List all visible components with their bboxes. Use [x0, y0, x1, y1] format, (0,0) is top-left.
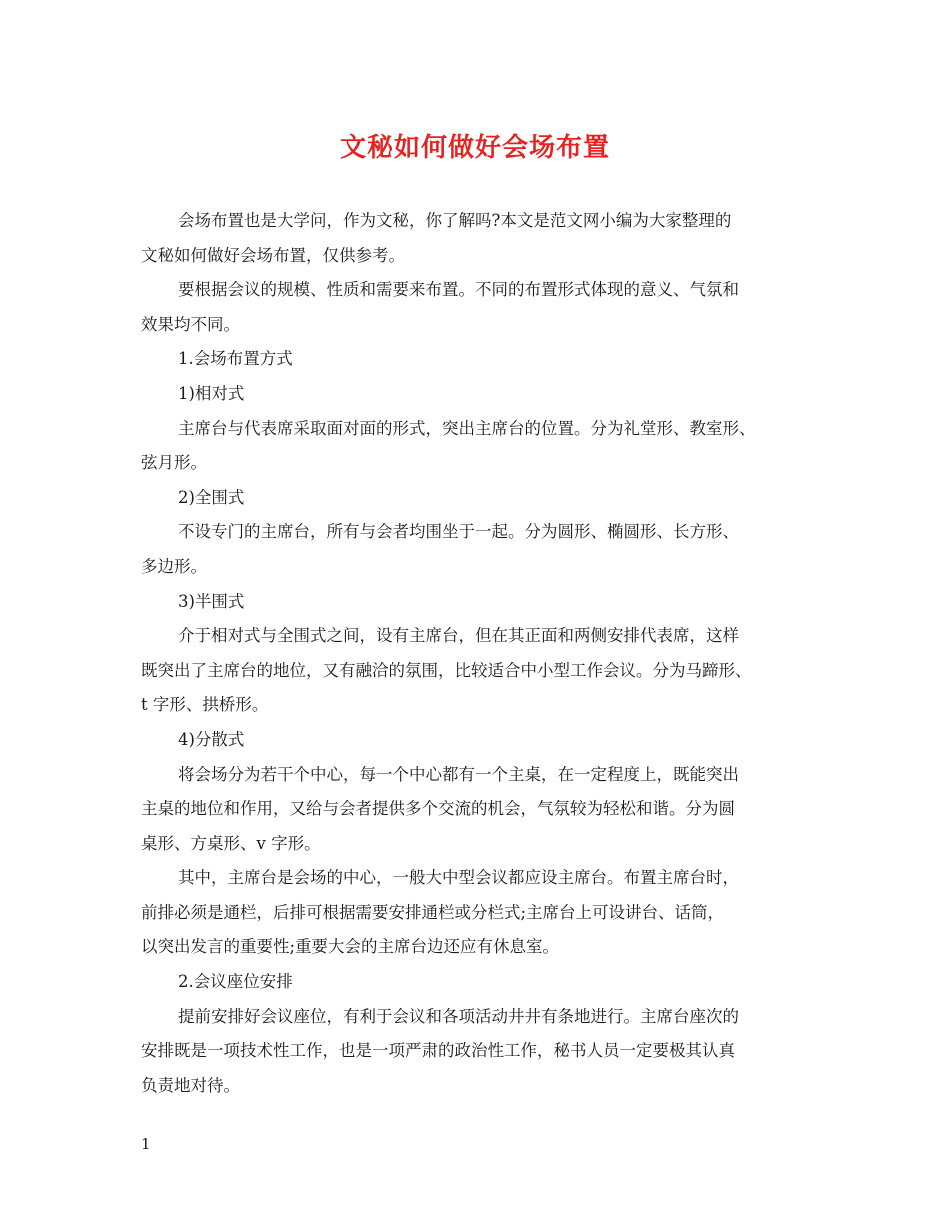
text-line: 1.会场布置方式: [178, 349, 293, 369]
text-line: 主席台与代表席采取面对面的形式，突出主席台的位置。分为礼堂形、教室形、: [178, 418, 756, 438]
text-line: t 字形、拱桥形。: [141, 695, 269, 715]
text-line: 2.会议座位安排: [178, 972, 293, 992]
text-line: 负责地对待。: [141, 1075, 240, 1095]
text-line: 4)分散式: [178, 729, 245, 749]
text-line: 1)相对式: [178, 383, 245, 403]
text-line: 将会场分为若干个中心，每一个中心都有一个主桌，在一定程度上，既能突出: [178, 764, 739, 784]
document-body: [141, 204, 831, 1103]
text-line: 其中，主席台是会场的中心，一般大中型会议都应设主席台。布置主席台时，: [178, 868, 739, 888]
text-line: 3)半围式: [178, 591, 245, 611]
text-line: 多边形。: [141, 556, 207, 576]
text-line: 要根据会议的规模、性质和需要来布置。不同的布置形式体现的意义、气氛和: [178, 280, 739, 300]
document-title: 文秘如何做好会场布置: [339, 133, 610, 163]
text-line: 不设专门的主席台，所有与会者均围坐于一起。分为圆形、椭圆形、长方形、: [178, 522, 739, 542]
text-line: 主桌的地位和作用，又给与会者提供多个交流的机会，气氛较为轻松和谐。分为圆: [141, 799, 735, 819]
text-line: 弦月形。: [141, 453, 207, 473]
text-line: 以突出发言的重要性;重要大会的主席台边还应有休息室。: [141, 937, 560, 957]
text-line: 既突出了主席台的地位，又有融洽的氛围，比较适合中小型工作会议。分为马蹄形、: [141, 660, 752, 680]
text-line: 前排必须是通栏，后排可根据需要安排通栏或分栏式;主席台上可设讲台、话筒，: [141, 902, 725, 922]
text-line: 文秘如何做好会场布置，仅供参考。: [141, 245, 405, 265]
text-line: 会场布置也是大学问，作为文秘，你了解吗?本文是范文网小编为大家整理的: [178, 211, 732, 230]
text-line: 安排既是一项技术性工作，也是一项严肃的政治性工作，秘书人员一定要极其认真: [141, 1041, 735, 1061]
text-line: 效果均不同。: [141, 314, 240, 334]
text-line: 介于相对式与全围式之间，设有主席台，但在其正面和两侧安排代表席，这样: [178, 626, 739, 646]
page-number: 1: [141, 1135, 151, 1153]
text-line: 提前安排好会议座位，有利于会议和各项活动井井有条地进行。主席台座次的: [178, 1006, 739, 1026]
text-line: 2)全围式: [178, 487, 245, 507]
text-line: 桌形、方桌形、v 字形。: [141, 833, 321, 853]
